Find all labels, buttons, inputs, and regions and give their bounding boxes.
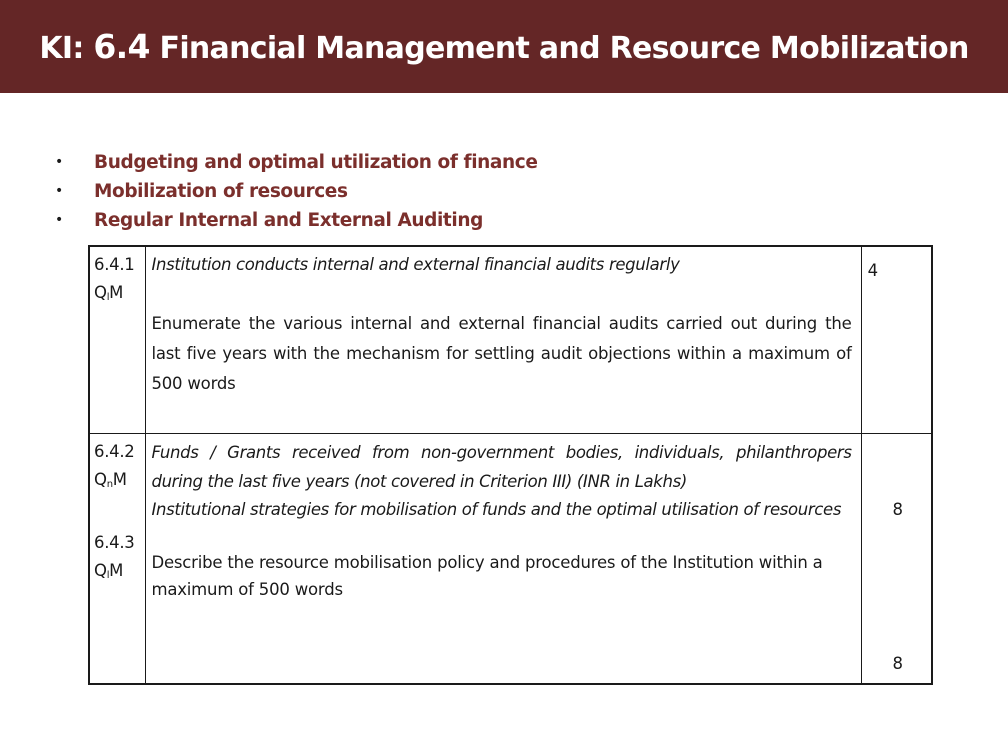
metric-code: 6.4.3 [94,532,135,552]
metric-marks: 8 [892,653,903,673]
metric-description: Describe the resource mobilisation policy and procedures of the Institution within a maximum of 500 words [151,552,823,599]
metric-marks-cell [861,433,932,684]
metric-code-cell [89,433,146,684]
bullet-item [55,206,537,235]
table-row [89,246,932,433]
metric-title: Institution conducts internal and external financial audits regularly [151,255,680,274]
metric-type: $Q_nM$ [94,469,127,490]
bullet-text: Mobilization of resources [94,181,348,202]
metric-marks: 4 [867,261,879,280]
metrics-table [88,245,933,685]
bullet-dot-icon: • [55,183,63,199]
metric-type: $Q_lM$ [94,560,124,581]
bullet-dot-icon: • [55,154,63,170]
table-row [89,433,932,684]
metric-marks-cell [861,246,932,433]
title-text: Financial Management and Resource Mobilization [149,31,969,66]
metric-type: $Q_lM$ [94,283,124,303]
metric-description-cell [146,433,861,684]
bullet-text: Regular Internal and External Auditing [94,210,483,231]
metric-title: Institutional strategies for mobilisation of funds and the optimal utilisation of resources [151,499,842,519]
metric-code-cell [89,246,146,433]
bullet-text: Budgeting and optimal utilization of finance [94,152,538,173]
metric-code: 6.4.1 [94,255,135,274]
bullet-dot-icon: • [55,212,63,228]
metric-description: Enumerate the various internal and external financial audits carried out during the last five years with the mechanism for settling audit objections within a maximum of 500 words [151,314,852,393]
metric-description-cell [146,246,861,433]
bullet-item [55,177,537,206]
bullet-item [55,148,537,177]
page-title [39,27,968,66]
metric-code: 6.4.2 [94,441,135,461]
bullet-list [55,148,537,235]
title-prefix: KI: [39,31,94,66]
metric-marks: 8 [892,499,903,519]
title-number: 6.4 [93,27,150,66]
title-banner [0,0,1008,93]
metric-title: Funds / Grants received from non-government bodies, individuals, philanthropers during the last five years (not covered in Criterion III) (INR in Lakhs) [151,442,852,491]
